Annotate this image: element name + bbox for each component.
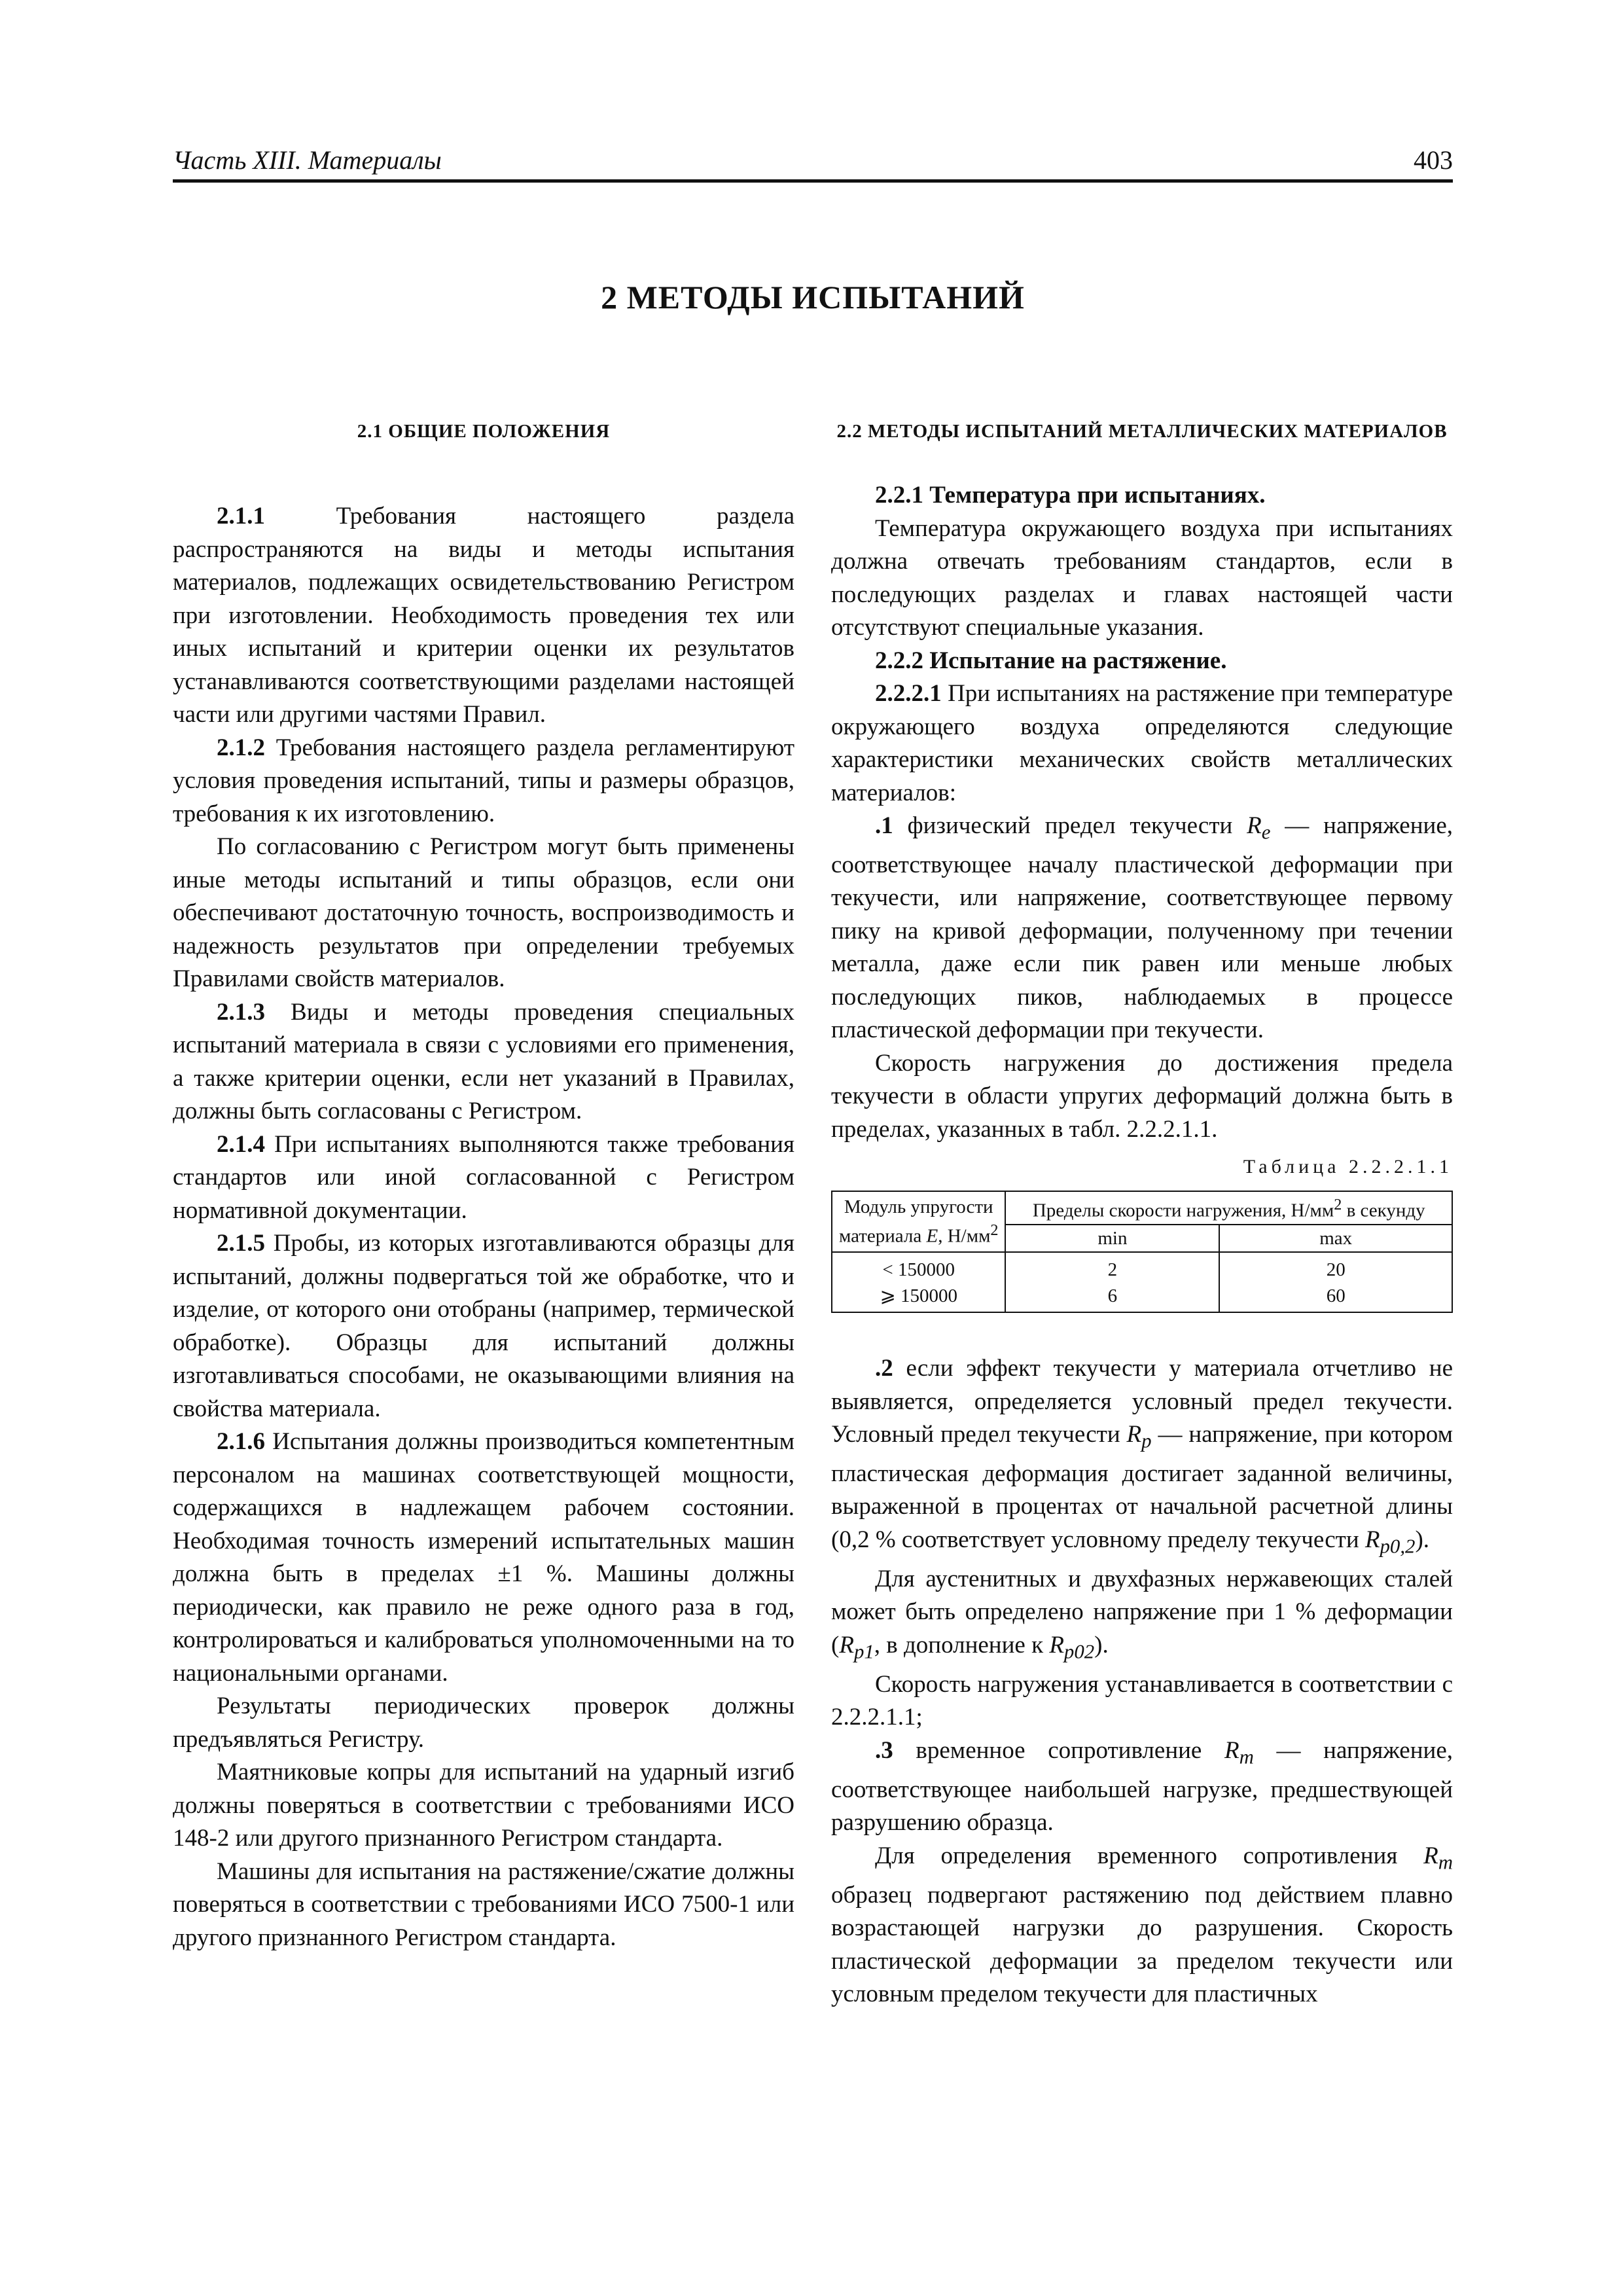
table-header-max: max [1219,1225,1452,1252]
running-header [173,143,1453,183]
subsection-2-2-2-heading: 2.2.2 Испытание на растяжение. [875,647,1227,674]
part-title: Часть XIII. Материалы [173,145,442,175]
table-cell: 20 [1219,1252,1452,1283]
item-1: .1 физический предел текучести $R_e$ — напряжение, соответствующее началу пластической деформации при текучести, или напряжение, соответствующее первому пику на кривой деформации, полученному при течении металла, даже если пик равен или меньше любых последующих пиков, наблюдаемых в процессе пластической деформации при текучести. [831,812,1453,1044]
paragraph: Результаты периодических проверок должны предъявляться Регистру. [173,1693,794,1753]
paragraph-2-1-5: 2.1.5 Пробы, из которых изготавливаются образцы для испытаний, должны подвергаться той же обработке, что и изделие, от которого они отобраны (например, термической обработке). Образцы для испытаний должны изготавливаться способами, не оказывающими влияния на свойства материала. [173,1230,794,1422]
item-2: .2 если эффект текучести у материала отчетливо не выявляется, определяется условный предел текучести. Условный предел текучести $R_p$ — напряжение, при котором пластическая деформация достигает заданной величины, выраженной в процентах от начальной расчетной длины (0,2 % соответствует условному пределу текучести $R_{p0,2}$). [831,1355,1453,1558]
table-caption: Таблица 2.2.2.1.1 [1243,1156,1453,1178]
paragraph: Для определения временного сопротивления $R_m$ образец подвергают растяжению под действием плавно возрастающей нагрузки до разрушения. Скорость пластической деформации за пределом текучести или условным пределом текучести для пластичных [831,1842,1453,2007]
table-cell: < 150000 [832,1252,1005,1283]
section-2-2-title: 2.2 МЕТОДЫ ИСПЫТАНИЙ МЕТАЛЛИЧЕСКИХ МАТЕРИАЛОВ [836,421,1448,442]
paragraph-2-1-4: 2.1.4 При испытаниях выполняются также требования стандартов или иной согласованной с Регистром нормативной документации. [173,1130,794,1224]
paragraph: Скорость нагружения устанавливается в соответствии с 2.2.2.1.1; [831,1670,1453,1731]
table-cell: 2 [1005,1252,1219,1283]
section-2-1-title: 2.1 ОБЩИЕ ПОЛОЖЕНИЯ [357,421,611,442]
paragraph-2-1-2: 2.1.2 Требования настоящего раздела регламентируют условия проведения испытаний, типы и размеры образцов, требования к их изготовлению. [173,734,794,827]
paragraph: По согласованию с Регистром могут быть применены иные методы испытаний и типы образцов, если они обеспечивают достаточную точность, воспроизводимость и надежность результатов при определении требуемых Правилами свойств материалов. [173,833,794,992]
paragraph-2-1-3: 2.1.3 Виды и методы проведения специальных испытаний материала в связи с условиями его применения, а также критерии оценки, если нет указаний в Правилах, должны быть согласованы с Регистром. [173,998,794,1124]
paragraph: Для аустенитных и двухфазных нержавеющих сталей может быть определено напряжение при 1 % деформации ($R_{p1}$, в дополнение к $R_{p02}$). [831,1565,1453,1663]
paragraph: Машины для испытания на растяжение/сжатие должны поверяться в соответствии с требованиями ИСО 7500-1 или другого признанного Регистром стандарта. [173,1857,794,1951]
paragraph: Маятниковые копры для испытаний на ударный изгиб должны поверяться в соответствии с требованиями ИСО 148-2 или другого признанного Регистром стандарта. [173,1759,794,1852]
subsection-2-2-1-heading: 2.2.1 Температура при испытаниях. [875,482,1266,509]
table-row [832,1283,1452,1312]
item-3: .3 временное сопротивление $R_m$ — напряжение, соответствующее наибольшей нагрузке, предшествующей разрушению образца. [831,1736,1453,1837]
chapter-title: 2 МЕТОДЫ ИСПЫТАНИЙ [601,279,1025,315]
paragraph-2-1-6: 2.1.6 Испытания должны производиться компетентным персоналом на машинах соответствующей мощности, содержащихся в надлежащем рабочем состоянии. Необходимая точность измерений испытательных машин должна быть в пределах ±1 %. Машины должны периодически, как правило не реже одного раза в год, контролироваться и калиброваться уполномоченными на то национальными органами. [173,1428,794,1687]
paragraph: Температура окружающего воздуха при испытаниях должна отвечать требованиям стандартов, если в последующих разделах и главах настоящей части отсутствуют специальные указания. [831,514,1453,641]
table-cell: 6 [1005,1283,1219,1312]
right-column [831,419,1453,2011]
table-cell: 60 [1219,1283,1452,1312]
paragraph-2-2-2-1: 2.2.2.1 При испытаниях на растяжение при температуре окружающего воздуха определяются следующие характеристики механических свойств металлических материалов: [831,680,1453,806]
table-header-modulus: Модуль упругости материала E, $Н/мм^2$ [832,1191,1005,1252]
paragraph: Скорость нагружения до достижения предела текучести в области упругих деформаций должна быть в пределах, указанных в табл. 2.2.2.1.1. [831,1049,1453,1143]
loading-rate-table [831,1191,1453,1313]
paragraph-2-1-1: 2.1.1 Требования настоящего раздела распространяются на виды и методы испытания материалов, подлежащих освидетельствованию Регистром при изготовлении. Необходимость проведения тех или иных испытаний и критерии оценки их результатов устанавливаются соответствующими разделами настоящей части или другими частями Правил. [173,503,794,728]
table-cell: ⩾ 150000 [832,1283,1005,1312]
table-header-min: min [1005,1225,1219,1252]
page-number: 403 [1414,145,1453,175]
left-column [173,419,794,1954]
table-header-rate: Пределы скорости нагружения, $Н/мм^2$ в секунду [1005,1191,1452,1225]
table-row [832,1252,1452,1283]
